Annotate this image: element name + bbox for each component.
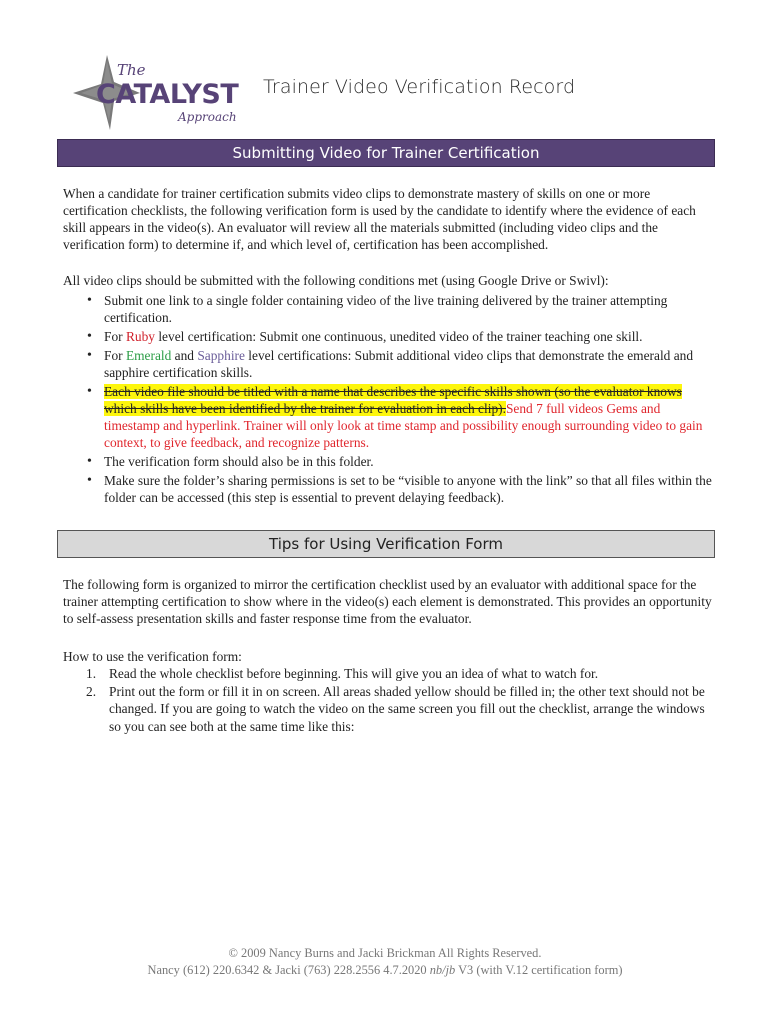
ruby-label: Ruby bbox=[125, 328, 155, 344]
section-heading-tips: Tips for Using Verification Form bbox=[57, 530, 715, 558]
conditions-paragraph: All video clips should be submitted with the following conditions met (using Google Drive or Swivl): bbox=[63, 273, 609, 288]
step-number: 1. bbox=[86, 666, 97, 681]
list-item bbox=[85, 292, 715, 326]
catalyst-logo-mark bbox=[70, 55, 255, 135]
bullet-text: level certification: Submit one continuous, unedited video of the trainer teaching one skill. bbox=[154, 328, 643, 344]
contact-footer bbox=[0, 963, 770, 978]
copyright-footer: © 2009 Nancy Burns and Jacki Brickman All Rights Reserved. bbox=[228, 946, 542, 960]
version-text: V3 (with V.12 certification form) bbox=[455, 963, 623, 977]
bullet-text: level certifications: Submit additional video clips that demonstrate the emerald and sapphire certification skills. bbox=[104, 347, 694, 380]
page-title: Trainer Video Verification Record bbox=[263, 76, 576, 98]
section-heading-submitting: Submitting Video for Trainer Certification bbox=[57, 139, 715, 167]
bullet-text: For bbox=[104, 328, 126, 344]
bullet-text: and bbox=[171, 347, 198, 363]
intro-paragraph: When a candidate for trainer certification submits video clips to demonstrate mastery of skills on one or more certification checklists, the following verification form is used by the candidate to identify where the evidence of each skill appears in the video(s). An evaluator will review all the materials submitted (including video clips and the verification form) to determine if, and which level of, certification has been accomplished. bbox=[63, 186, 696, 252]
struck-highlighted-text: Each video file should be titled with a name that describes the specific skills shown (so the evaluator knows which skills have been identified by the trainer for evaluation in each clip). bbox=[104, 383, 682, 416]
svg-text:Approach: Approach bbox=[178, 110, 237, 124]
howto-label: How to use the verification form: bbox=[63, 649, 242, 664]
bullet-text: Make sure the folder’s sharing permissions is set to be “visible to anyone with the link” so that all files within the folder can be accessed (this step is essential to prevent delaying feedback). bbox=[104, 472, 712, 505]
contact-text: Nancy (612) 220.6342 & Jacki (763) 228.2556 4.7.2020 bbox=[147, 963, 430, 977]
list-item bbox=[85, 472, 715, 506]
red-note-text: Send 7 full videos Gems and timestamp and hyperlink. Trainer will only look at time stamp and possibility enough surrounding video to gain context, to give feedback, and recognize patterns. bbox=[104, 400, 703, 451]
list-item bbox=[85, 383, 715, 452]
svg-text:The: The bbox=[117, 61, 146, 79]
list-item bbox=[85, 328, 715, 345]
sapphire-label: Sapphire bbox=[197, 347, 245, 363]
list-item bbox=[86, 665, 706, 683]
step-text: Print out the form or fill it in on screen. All areas shaded yellow should be filled in; the other text should not be changed. If you are going to watch the video on the same screen you fill out the checklist, arrange the windows so you can see both at the same time like this: bbox=[109, 683, 705, 734]
bullet-text: Submit one link to a single folder containing video of the live training delivered by the trainer attempting certification. bbox=[104, 293, 668, 326]
howto-steps bbox=[86, 665, 706, 735]
bullet-text: For bbox=[104, 347, 126, 363]
emerald-label: Emerald bbox=[125, 347, 172, 363]
conditions-list bbox=[85, 292, 715, 507]
list-item bbox=[85, 453, 715, 470]
catalyst-logo bbox=[70, 55, 255, 135]
bullet-text: The verification form should also be in this folder. bbox=[104, 453, 374, 469]
tips-paragraph: The following form is organized to mirror the certification checklist used by an evaluator with additional space for the trainer attempting certification to show where in the video(s) each element is demonstrated. This provides an opportunity to self-assess presentation skills and faster response time from the evaluator. bbox=[63, 577, 712, 626]
initials-text: nb/jb bbox=[429, 963, 456, 977]
svg-text:CATALYST: CATALYST bbox=[96, 79, 239, 110]
list-item bbox=[86, 683, 706, 736]
list-item bbox=[85, 347, 715, 381]
step-number: 2. bbox=[86, 683, 97, 699]
step-text: Read the whole checklist before beginning. This will give you an idea of what to watch for. bbox=[109, 666, 599, 681]
